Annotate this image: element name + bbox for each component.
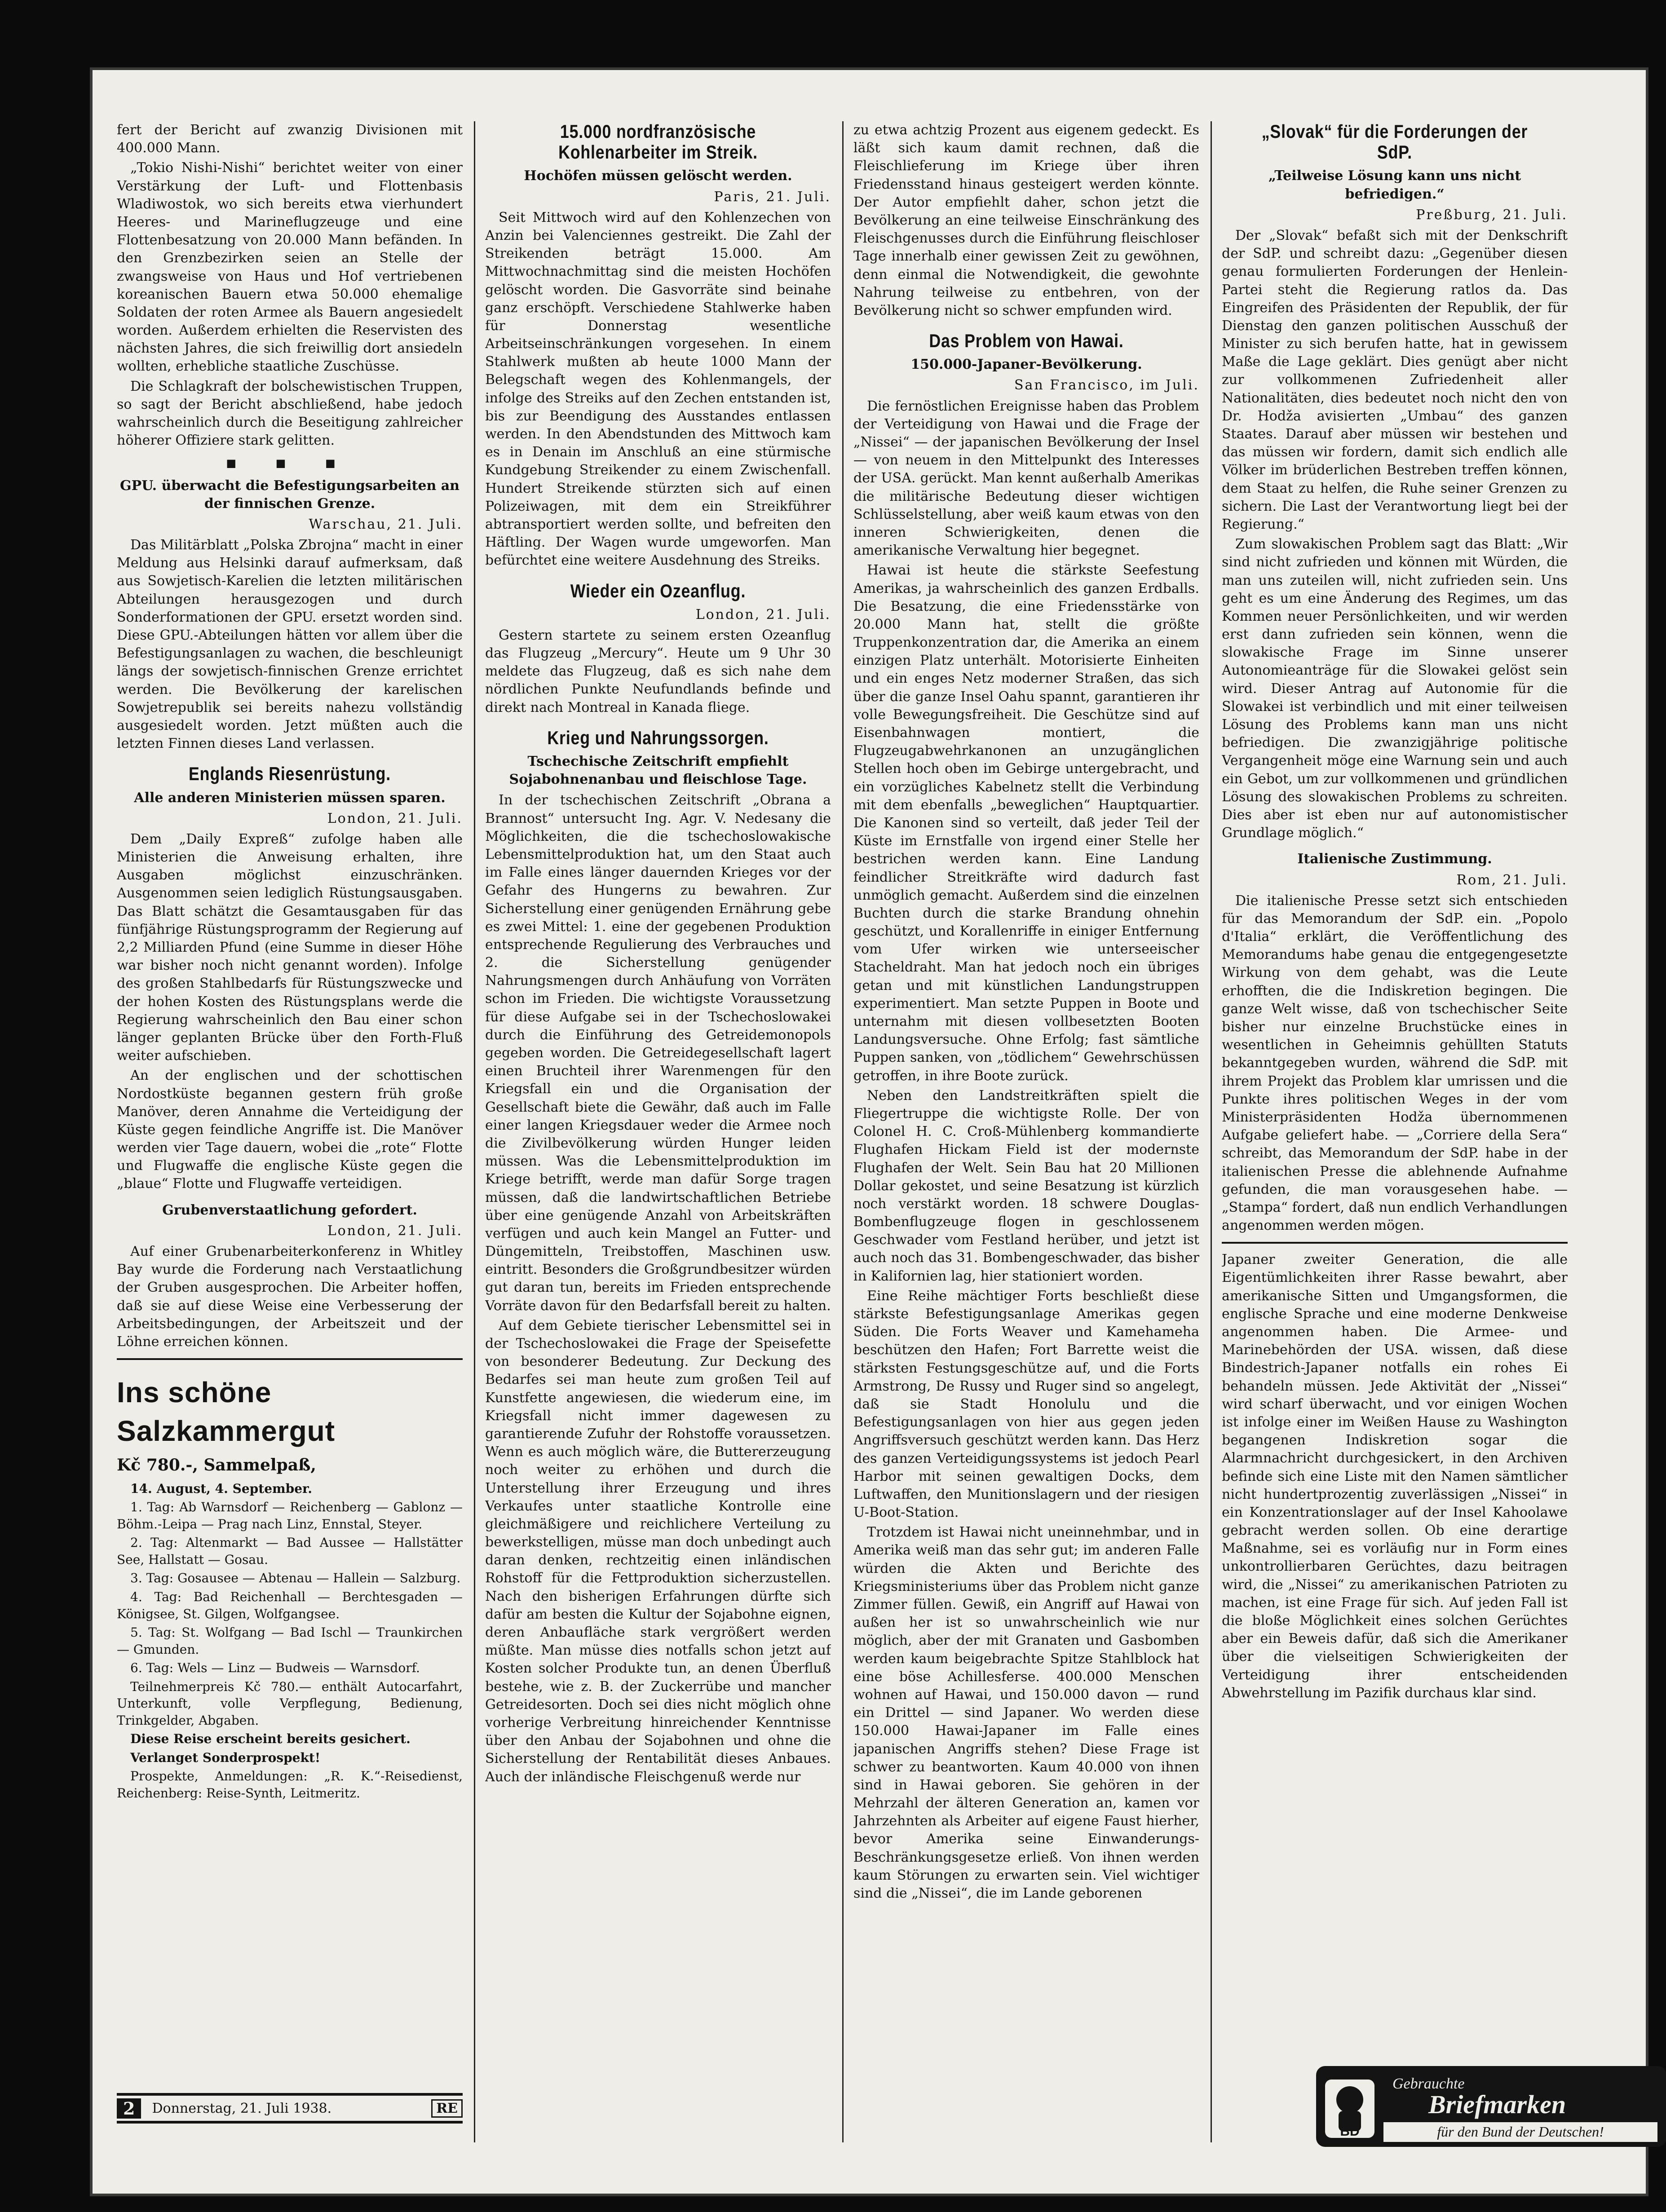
ad-itinerary-day: 2. Tag: Altenmarkt — Bad Aussee — Hallstätter See, Hallstatt — Gosau. xyxy=(117,1535,463,1567)
headline-gruben: Grubenverstaatlichung gefordert. xyxy=(162,1202,417,1218)
article-text: zu etwa achtzig Prozent aus eigenem gedeckt. Es läßt sich kaum damit rechnen, daß die Fleischlieferung im Kriege über ihren Friedensstand hinaus gesteigert werden könnte. Der Autor empfiehlt daher, schon jetzt die Bevölkerung an eine teilweise Einschränkung des Fleischgenusses durch die Einführung fleischloser Tage innerhalb einer gewissen Zeit zu gewöhnen, denn einmal die Notwendigkeit, die gewohnte Nahrung teilweise zu entbehren, von der Bevölkerung nicht so schwer empfunden wird. xyxy=(853,122,1199,318)
ad-itinerary-day: 5. Tag: St. Wolfgang — Bad Ischl — Traunkirchen — Gmunden. xyxy=(117,1625,463,1657)
article-text: Auf dem Gebiete tierischer Lebensmittel sei in der Tschechoslowakei die Frage der Speisefette von besonderer Bedeutung. Zur Deckung des Bedarfes sei man heute zum großen Teil auf Kunstfette angewiesen, die wiederum eine, im Kriegsfall nicht immer dagewesen zu garantierende Zufuhr der Rohstoffe voraussetzen. Wenn es auch möglich wäre, die Buttererzeugung noch weiter zu erhöhen und durch die Unterstellung ihrer Erzeugung und ihres Verkaufes unter staatliche Kontrolle eine gleichmäßigere und reichlichere Verteilung zu bewerkstelligen, müsse man doch unbedingt auch daran denken, rechtzeitig einen inländischen Rohstoff für die Fettproduktion sicherzustellen. Nach den bisherigen Erfahrungen dürfte sich dafür am besten die Kultur der Sojabohne eignen, deren Anbaufläche stark vergrößert werden müßte. Man müsse dies notfalls schon jetzt auf Kosten solcher Produkte tun, an denen Überfluß bestehe, wie z. B. der Zuckerrübe und mancher Getreidesorten. Doch sei dies nicht möglich ohne vorherige Verbreitung hinreichender Kenntnisse über den Anbau der Sojabohnen und ohne die Sicherstellung der Rentabilität dieses Anbaues. Auch der inländische Fleischgenuß werde nur xyxy=(485,1317,831,1785)
dateline: Rom, 21. Juli. xyxy=(1456,872,1568,888)
column-rule xyxy=(842,121,844,2142)
stamp-logo xyxy=(1316,2066,1666,2147)
ad-itinerary-day: 1. Tag: Ab Warnsdorf — Reichenberg — Gablonz — Böhm.-Leipa — Prag nach Linz, Ennstal, Steyer. xyxy=(117,1500,463,1532)
logo-text-3: für den Bund der Deutschen! xyxy=(1437,2124,1604,2140)
issue-date: Donnerstag, 21. Juli 1938. xyxy=(152,2100,332,2116)
ad-info: Teilnehmerpreis Kč 780.— enthält Autocarfahrt, Unterkunft, volle Verpflegung, Bedienung, Trinkgelder, Abgaben. xyxy=(117,1679,463,1728)
article-text: Trotzdem ist Hawai nicht uneinnehmbar, und in Amerika weiß man das sehr gut; im anderen Falle würden die Akten und Berichte des Kriegsministeriums über das Problem nicht ganze Zimmer füllen. Gewiß, ein Angriff auf Hawai von außen her ist so unwahrscheinlich wie nur möglich, aber der mit Granaten und Gasbomben werden kaum beigebrachte Spitze Stahlblock hat eine böse Achillesferse. 400.000 Menschen wohnen auf Hawai, und 150.000 davon — rund ein Drittel — sind Japaner. Wo werden diese 150.000 Hawai-Japaner im Falle eines japanischen Angriffs stehen? Diese Frage ist schwer zu beantworten. Kaum 40.000 von ihnen sind in Hawai geboren. Sie gehören in der Mehrzahl der älteren Generation an, kamen vor Jahrzehnten als Arbeiter auf eigene Faust hierher, bevor Amerika seine Einwanderungs-Beschränkungsgesetze erließ. Von ihnen werden kaum Störungen zu erwarten sein. Viel wichtiger sind die „Nissei“, die im Lande geborenen xyxy=(853,1524,1199,1901)
ad-request: Verlanget Sonderprospekt! xyxy=(130,1750,321,1765)
article-text: Das Militärblatt „Polska Zbrojna“ macht in einer Meldung aus Helsinki darauf aufmerksam, daß aus Sowjetisch-Karelien die letzten militärischen Abteilungen herausgezogen und durch Sonderformationen der GPU. ersetzt worden sind. Diese GPU.-Abteilungen hätten vor allem über die Befestigungsanlagen zu wachen, die beschleunigt längs der sowjetisch-finnischen Grenze errichtet werden. Die Bevölkerung der karelischen Sowjetrepublik sei bereits nahezu vollständig ausgesiedelt worden. Jetzt müßten auch die letzten Finnen dieses Land verlassen. xyxy=(117,537,463,752)
article-text: Seit Mittwoch wird auf den Kohlenzechen von Anzin bei Valenciennes gestreikt. Die Zahl der Streikenden beträgt 15.000. Am Mittwochnachmittag sind die meisten Hochöfen gelöscht worden. Die Gasvorräte sind beinahe ganz erschöpft. Verschiedene Stahlwerke haben für Donnerstag wesentliche Arbeitseinschränkungen vorgesehen. In einem Stahlwerk mußten ab heute 1000 Mann der Belegschaft wegen des Kohlenmangels, der infolge des Streiks auf den Zechen entstanden ist, bis zur Beendigung des Ausstandes entlassen werden. In den Abendstunden des Mittwoch kam es in Denain im Anschluß an eine stürmische Kundgebung Streikender zu einem Zwischenfall. Hundert Streikende stürzten sich auf einen Polizeiwagen, mit dem ein Streikführer abtransportiert werden sollte, und befreiten den Häftling. Der Wagen wurde umgeworfen. Man befürchtet eine weitere Ausdehnung des Streiks. xyxy=(485,209,831,569)
article-text: Auf einer Grubenarbeiterkonferenz in Whitley Bay wurde die Forderung nach Verstaatlichung der Gruben ausgesprochen. Die Arbeiter hoffen, daß sie auf diese Weise eine Verbesserung der Arbeitsbedingungen, der Arbeitszeit und der Löhne erreichen können. xyxy=(117,1244,463,1350)
column-rule xyxy=(474,121,475,2142)
logo-badge: BD xyxy=(1340,2124,1360,2139)
subheadline: Hochöfen müssen gelöscht werden. xyxy=(524,168,792,184)
headline-hawaii: Das Problem von Hawai. xyxy=(929,330,1124,352)
ad-dates: 14. August, 4. September. xyxy=(130,1481,312,1496)
ad-contact: Prospekte, Anmeldungen: „R. K.“-Reisedienst, Reichenberg: Reise-Synth, Leitmeritz. xyxy=(117,1769,463,1801)
headline-slovak: „Slovak“ für die Forderungen der SdP. xyxy=(1261,121,1528,163)
section-divider: ■ ■ ■ xyxy=(226,457,354,470)
ad-note: Diese Reise erscheint bereits gesichert. xyxy=(130,1731,411,1747)
newspaper-page xyxy=(90,67,1648,2196)
logo-text-1: Gebrauchte xyxy=(1392,2075,1465,2092)
article-text: Der „Slovak“ befaßt sich mit der Denkschrift der SdP. und schreibt dazu: „Gegenüber diesen genau formulierten Forderungen der Henlein-Partei steht die Regierung ratlos da. Das Eingreifen des Präsidenten der Republik, der für Dienstag den ganzen politischen Ausschuß der Minister zu sich berufen hatte, hat in gewissem Maße die Lage geklärt. Dies genügt aber nicht zur vollkommenen Zufriedenheit aller Nationalitäten, dies bedeutet noch nicht den von Dr. Hodža avisierten „Umbau“ des ganzen Staates. Darauf aber müssen wir bestehen und das müssen wir fordern, damit sich endlich alle Völker im brüderlichen Bestreben treffen können, dem Staat zu helfen, die Ruhe seiner Grenzen zu sichern. Die Last der Verantwortung liegt bei der Regierung.“ xyxy=(1222,227,1568,532)
article-text: Japaner zweiter Generation, die alle Eigentümlichkeiten ihrer Rasse bewahrt, aber amerikanische Sitten und Umgangsformen, die englische Sprache und eine moderne Denkweise angenommen haben. Die Armee- und Marinebehörden der USA. wissen, daß diese Bindestrich-Japaner notfalls ein rohes Ei behandeln müssen. Jede Aktivität der „Nissei“ wird scharf überwacht, und vor einigen Wochen ist infolge einer im Weißen Hause zu Washington begangenen Indiskretion sogar die Alarmnachricht durchgesickert, in den Archiven befinde sich eine Liste mit den Namen sämtlicher nicht hundertprozentig zuverlässigen „Nissei“ in ein Konzentrationslager auf der Insel Kahoolawe gebracht werden sollen. Ob eine derartige Maßnahme, sei es vorläufig nur in Form eines unkontrollierbaren Gerüchtes, dazu beitragen wird, die „Nissei“ zu amerikanischen Patrioten zu machen, ist eine Frage für sich. Auf jeden Fall ist die bloße Möglichkeit eines solchen Gerüchtes aber ein Beweis dafür, daß sich die Amerikaner über die vielseitigen Schwierigkeiten der Verteidigung ihrer entscheidenden Abwehrstellung im Pazifik durchaus klar sind. xyxy=(1222,1252,1568,1701)
dateline: San Francisco, im Juli. xyxy=(1014,377,1199,393)
dateline: London, 21. Juli. xyxy=(327,810,463,826)
article-text: Dem „Daily Expreß“ zufolge haben alle Ministerien die Anweisung erhalten, ihre Ausgaben möglichst einzuschränken. Ausgenommen seien lediglich Rüstungsausgaben. Das Blatt schätzt die Gesamtausgaben für das fünfjährige Rüstungsprogramm der Regierung auf 2,2 Milliarden Pfund (eine Summe in dieser Höhe war bisher noch nicht genannt worden). Infolge des großen Stahlbedarfs für Rüstungszwecke und der hohen Kosten des Rüstungsplans werde die Regierung wahrscheinlich den Bau einer schon länger geplanten Brücke über den Forth-Fluß weiter aufschieben. xyxy=(117,831,463,1064)
dateline: Preßburg, 21. Juli. xyxy=(1416,207,1568,223)
headline-gpu: GPU. überwacht die Befestigungsarbeiten an der finnischen Grenze. xyxy=(120,477,460,512)
article-text: Die Schlagkraft der bolschewistischen Truppen, so sagt der Bericht abschließend, habe jedoch wahrscheinlich durch die Beseitigung zahlreicher höherer Offiziere stark gelitten. xyxy=(117,378,463,449)
headline-strike: 15.000 nordfranzösische Kohlenarbeiter im Streik. xyxy=(558,121,758,163)
divider xyxy=(117,1358,463,1360)
subheadline: „Teilweise Lösung kann uns nicht befriedigen.“ xyxy=(1268,168,1521,202)
article-text: An der englischen und der schottischen Nordostküste begannen gestern früh große Manöver, deren Annahme die Verteidigung der Küste gegen feindliche Angriffe ist. Die Manöver werden vier Tage dauern, wobei die „rote“ Flotte und Flugwaffe die englische Küste gegen die „blaue“ Flotte und Flugwaffe verteidigen. xyxy=(117,1068,463,1192)
column-2 xyxy=(485,121,831,2151)
ad-price: Kč 780.-, Sammelpaß, xyxy=(117,1455,316,1475)
column-1 xyxy=(117,121,463,2151)
subheadline: 150.000-Japaner-Bevölkerung. xyxy=(910,357,1142,373)
ad-itinerary-day: 4. Tag: Bad Reichenhall — Berchtesgaden — Königsee, St. Gilgen, Wolfgangsee. xyxy=(117,1589,463,1621)
subheadline: Alle anderen Ministerien müssen sparen. xyxy=(134,790,446,806)
divider xyxy=(1222,1242,1568,1244)
ad-itinerary-day: 3. Tag: Gosausee — Abtenau — Hallein — Salzburg. xyxy=(130,1571,461,1586)
dateline: London, 21. Juli. xyxy=(327,1223,463,1239)
headline-war-food: Krieg und Nahrungssorgen. xyxy=(547,727,769,748)
article-text: Die fernöstlichen Ereignisse haben das Problem der Verteidigung von Hawai und die Frage der „Nissei“ — der japanischen Bevölkerung der Insel — von neuem in den Mittelpunkt des Interesses der USA. gerückt. Man kennt außerhalb Amerikas die militärische Bedeutung dieser wichtigen Schlüsselstellung, aber weiß kaum etwas von den inneren Schwierigkeiten, denen die amerikanische Verwaltung hier begegnet. xyxy=(853,398,1199,559)
headline-italy: Italienische Zustimmung. xyxy=(1297,851,1492,867)
column-3 xyxy=(853,121,1199,2151)
ad-itinerary-day: 6. Tag: Wels — Linz — Budweis — Warnsdorf. xyxy=(130,1660,420,1676)
article-text: Die italienische Presse setzt sich entschieden für das Memorandum der SdP. ein. „Popolo d'Italia“ erklärt, die Veröffentlichung des Memorandums habe genau die entgegengesetzte Wirkung von dem gehabt, was die Leute erhofften, die die Indiskretion begingen. Die ganze Welt wisse, daß von tschechischer Seite bisher nur einzelne Bruchstücke eines in wesentlichen in Geheimnis gehüllten Statuts bekanntgegeben wurden, während die SdP. mit ihrem Projekt das Problem klar umrissen und die Punkte ihres politischen Weges in der vom Ministerpräsidenten Hodža übernommenen Aufgabe geliefert habe. — „Corriere della Sera“ schreibt, das Memorandum der SdP. habe in der italienischen Presse die ablehnende Aufnahme gefunden, die man vorausgesehen habe. — „Stampa“ fordert, daß nun endlich Verhandlungen angenommen werden mögen. xyxy=(1222,892,1568,1234)
stamp-logo-art xyxy=(1316,2066,1666,2147)
page-footer xyxy=(117,2093,463,2124)
headline-oceanflight: Wieder ein Ozeanflug. xyxy=(570,580,746,601)
dateline: Warschau, 21. Juli. xyxy=(309,516,463,532)
column-rule xyxy=(1211,121,1212,2142)
logo-text-2: Briefmarken xyxy=(1428,2090,1566,2119)
article-text: Neben den Landstreitkräften spielt die Fliegertruppe die wichtigste Rolle. Der von Colonel H. C. Croß-Mühlenberg kommandierte Flughafen Hickam Field ist der modernste Flughafen der Welt. Sein Bau hat 20 Millionen Dollar gekostet, und seine Besatzung ist kürzlich noch verstärkt worden. 18 schwere Douglas-Bombenflugzeuge flogen in geschlossenem Geschwader vom Festland herüber, und jetzt ist auch noch das 31. Bombengeschwader, das bisher in Kalifornien lag, hier stationiert worden. xyxy=(853,1087,1199,1284)
article-text: fert der Bericht auf zwanzig Divisionen mit 400.000 Mann. xyxy=(117,122,463,156)
subheadline: Tschechische Zeitschrift empfiehlt Sojabohnenanbau und fleischlose Tage. xyxy=(509,754,807,788)
column-4 xyxy=(1222,121,1568,2151)
ad-title: Ins schöne Salzkammergut xyxy=(117,1376,336,1447)
article-text: „Tokio Nishi-Nishi“ berichtet weiter von einer Verstärkung der Luft- und Flottenbasis Wladiwostok, wo sich bereits etwa vierhundert Heeres- und Marineflugzeuge und eine Flottenbesatzung von 20.000 Mann befänden. In den Grenzbezirken seien an Stelle der zwangsweise von Haus und Hof vertriebenen koreanischen Bauern etwa 50.000 ehemalige Soldaten der roten Armee als Bauern angesiedelt worden. Außerdem erhielten die Reservisten des nächsten Jahres, die sich freiwillig dort ansiedeln wollten, erhebliche staatliche Zuschüsse. xyxy=(117,160,463,375)
article-text: In der tschechischen Zeitschrift „Obrana a Brannost“ untersucht Ing. Agr. V. Nedesany die Möglichkeiten, die die tschechoslowakische Lebensmittelproduktion hat, um den Staat auch im Falle eines länger dauernden Krieges vor der Gefahr des Hungerns zu bewahren. Zur Sicherstellung einer genügenden Ernährung gebe es zwei Mittel: 1. eine der gegebenen Produktion entsprechende Regulierung des Verbrauches und 2. die Sicherstellung genügender Nahrungsmengen durch Anhäufung von Vorräten schon im Frieden. Die wichtigste Voraussetzung für diese Aufgabe sei in der Tschechoslowakei durch die Einführung des Getreidemonopols gegeben worden. Die Getreidegesellschaft lagert einen Bruchteil ihrer Warenmengen für den Kriegsfall ein und die Organisation der Gesellschaft biete die Gewähr, daß auch im Falle einer langen Kriegsdauer weder die Armee noch die Zivilbevölkerung würden Hunger leiden müssen. Was die Lebensmittelproduktion im Kriege betrifft, werde man dafür Sorge tragen müssen, daß die landwirtschaftlichen Betriebe über eine genügende Anzahl von Arbeitskräften verfügen und auch kein Mangel an Futter- und Düngemitteln, Treibstoffen, Maschinen usw. eintritt. Besonders die Großgrundbesitzer würden gut daran tun, bereits im Frieden entsprechende Vorräte davon für den Bedarfsfall bereit zu halten. xyxy=(485,792,831,1314)
article-text: Eine Reihe mächtiger Forts beschließt diese stärkste Befestigungsanlage Amerikas gegen Süden. Die Forts Weaver und Kamehameha beschützen den Hafen; Fort Barrette weist die stärksten Festungsgeschütze auf, und die Forts Armstrong, De Russy und Ruger sind so angelegt, daß sie Stadt Honolulu und die Befestigungsanlagen von hier aus gegen jeden Angriffsversuch geschützt werden kann. Das Herz des ganzen Verteidigungssystems ist jedoch Pearl Harbor mit seinen gewaltigen Docks, dem Luftwaffen, den Munitionslagern und der riesigen U-Boot-Station. xyxy=(853,1288,1199,1521)
page-number: 2 xyxy=(117,2098,141,2119)
article-text: Zum slowakischen Problem sagt das Blatt: „Wir sind nicht zufrieden und können mit Würden, die man uns zuteilen will, nicht zufrieden sein. Uns geht es um eine Änderung des Regimes, um das Kommen neuer Persönlichkeiten, und wir werden erst dann zufrieden sein können, wenn die slowakische Frage im Sinne unserer Autonomieanträge für die Slowakei gelöst sein wird. Dieser Antrag auf Autonomie für die Slowakei ist verbindlich und mit einer teilweisen Lösung des Problems kann man uns nicht befriedigen. Die zwanzigjährige politische Vergangenheit möge eine Warnung sein und auch ein Gebot, um zur vollkommenen und gründlichen Lösung des slowakischen Problems zu schreiten. Dies aber ist eben nur auf autonomistischer Grundlage möglich.“ xyxy=(1222,536,1568,841)
article-text: Hawai ist heute die stärkste Seefestung Amerikas, ja wahrscheinlich des ganzen Erdballs. Die Besatzung, die eine Friedensstärke von 20.000 Mann hat, stellt die größte Truppenkonzentration dar, die Amerika an einem einzigen Platz unterhält. Motorisierte Einheiten und ein enges Netz moderner Straßen, das sich über die ganze Insel Oahu spannt, garantieren ihr volle Bewegungsfreiheit. Die Geschütze sind auf Eisenbahnwagen montiert, die Flugzeugabwehrkanonen an unzugänglichen Stellen hoch oben im Gebirge untergebracht, und ein vorzügliches Kabelnetz stellt die Verbindung mit dem ebenfalls „beweglichen“ Hauptquartier. Die Kanonen sind so verteilt, daß jeder Teil der Küste im Ernstfalle von irgend einer Stelle her bestrichen werden kann. Eine Landung feindlicher Streitkräfte wird dadurch fast unmöglich gemacht. Außerdem sind die einzelnen Buchten durch die starke Brandung ohnehin geschützt, und Korallenriffe in einiger Entfernung vom Ufer wirken wie unterseeischer Stacheldraht. Man hat jedoch noch ein übriges getan und mit künstlichen Landungstruppen experimentiert. Man setzte Puppen in Boote und unternahm mit diesen vollbesetzten Booten Landungsversuche. Ohne Erfolg; fast sämtliche Puppen sanken, von „tödlichem“ Gewehrschüssen getroffen, in ihre Boote zurück. xyxy=(853,562,1199,1084)
publisher-mark: RE xyxy=(431,2099,463,2118)
dateline: London, 21. Juli. xyxy=(695,606,831,623)
dateline: Paris, 21. Juli. xyxy=(714,189,831,205)
headline-england: Englands Riesenrüstung. xyxy=(189,763,391,785)
article-text: Gestern startete zu seinem ersten Ozeanflug das Flugzeug „Mercury“. Heute um 9 Uhr 30 meldete das Flugzeug, daß es sich nahe dem nördlichen Punkte Neufundlands befinde und direkt nach Montreal in Kanada fliege. xyxy=(485,627,831,715)
